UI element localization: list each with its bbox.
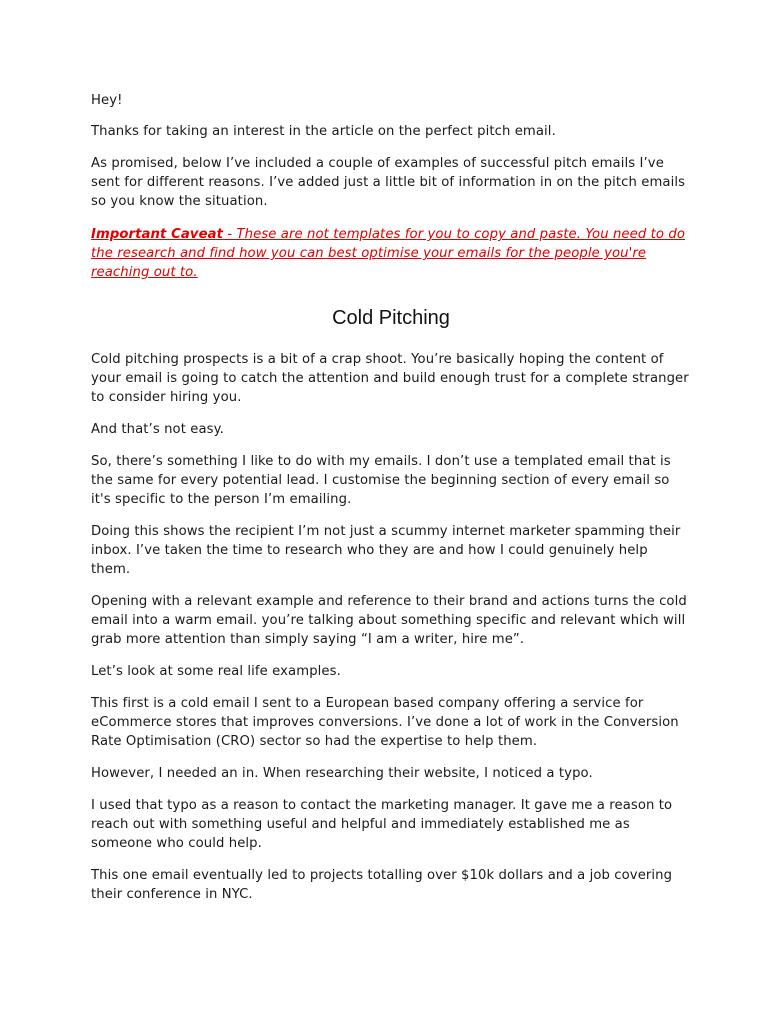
- body-paragraph: Cold pitching prospects is a bit of a crap shoot. You’re basically hoping the content of your email is going to catch the attention and build enough trust for a complete stranger to consider hiring you.: [91, 352, 689, 405]
- body-paragraph: I used that typo as a reason to contact the marketing manager. It gave me a reason to reach out with something useful and helpful and immediately established me as someone who could help.: [91, 798, 673, 851]
- body-paragraph: Opening with a relevant example and reference to their brand and actions turns the cold email into a warm email. you’re talking about something specific and relevant which will grab more attention than simply saying “I am a writer, hire me”.: [91, 594, 687, 647]
- body-paragraph: Doing this shows the recipient I’m not just a scummy internet marketer spamming their inbox. I’ve taken the time to research who they are and how I could genuinely help them.: [91, 524, 681, 577]
- promise-paragraph: As promised, below I’ve included a couple of examples of successful pitch emails I’ve sent for different reasons. I’ve added just a little bit of information in on the pitch emails so you know the situation.: [91, 156, 686, 209]
- document-body: [91, 91, 691, 917]
- body-paragraph: This first is a cold email I sent to a European based company offering a service for eCommerce stores that improves conversions. I’ve done a lot of work in the Conversion Rate Optimisation (CRO) sector so had the expertise to help them.: [91, 696, 679, 749]
- caveat-text: - These are not templates for you to copy and paste. You need to do the research and find how you can best optimise your emails for the people you're reaching out to.: [91, 227, 685, 280]
- body-paragraph: This one email eventually led to projects totalling over $10k dollars and a job covering their conference in NYC.: [91, 868, 673, 902]
- caveat-note: [91, 225, 691, 282]
- section-title: Cold Pitching: [332, 307, 450, 329]
- thanks-paragraph: Thanks for taking an interest in the article on the perfect pitch email.: [91, 124, 556, 139]
- caveat-label: Important Caveat: [91, 227, 224, 242]
- greeting-text: Hey!: [91, 93, 123, 108]
- body-paragraph: Let’s look at some real life examples.: [91, 664, 341, 679]
- body-paragraph: So, there’s something I like to do with my emails. I don’t use a templated email that is the same for every potential lead. I customise the beginning section of every email so it's specific to the person I’m emailing.: [91, 454, 671, 507]
- body-paragraph: However, I needed an in. When researching their website, I noticed a typo.: [91, 766, 593, 781]
- body-paragraph: And that’s not easy.: [91, 422, 224, 437]
